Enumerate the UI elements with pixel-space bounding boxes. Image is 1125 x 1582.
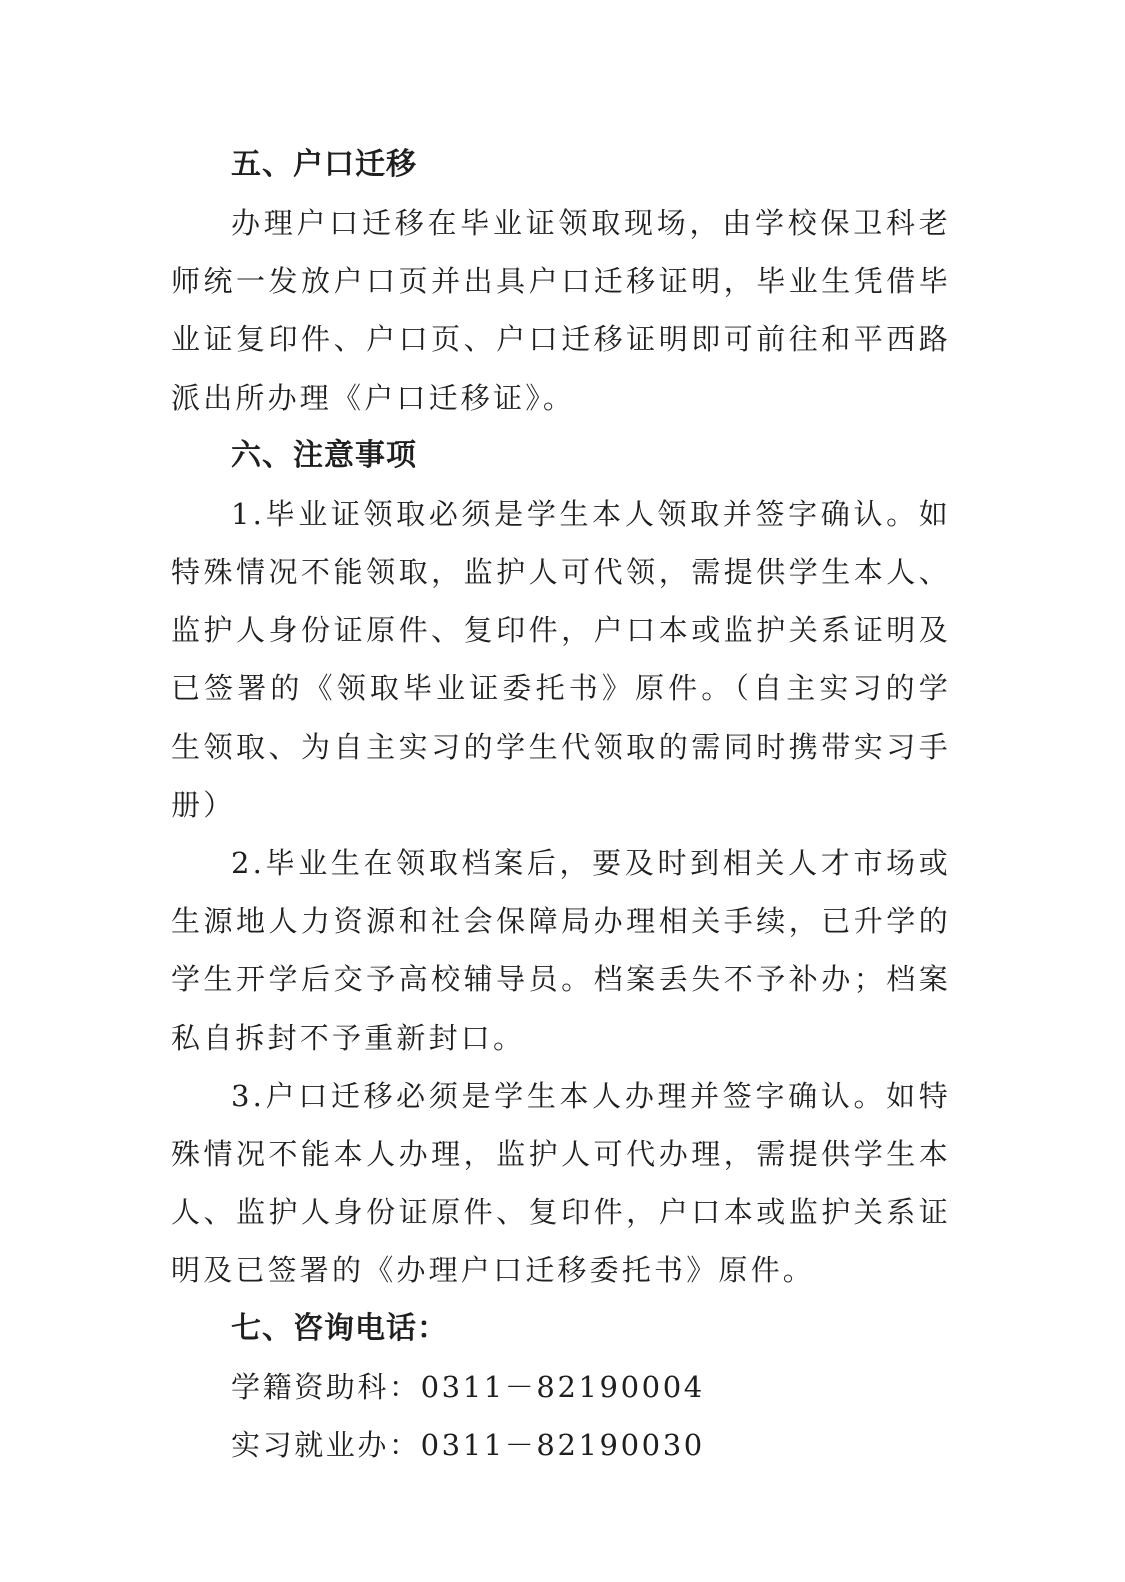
document-body [171, 136, 951, 1474]
notice-item-3: 3.户口迁移必须是学生本人办理并签字确认。如特殊情况不能本人办理，监护人可代办理，需提供学生本人、监护人身份证原件、复印件，户口本或监护关系证明及已签署的《办理户口迁移委托书》原件。 [171, 1078, 951, 1288]
section-5-paragraph: 办理户口迁移在毕业证领取现场，由学校保卫科老师统一发放户口页并出具户口迁移证明，毕业生凭借毕业证复印件、户口页、户口迁移证明即可前往和平西路派出所办理《户口迁移证》。 [171, 206, 951, 415]
notice-item-2: 2.毕业生在领取档案后，要及时到相关人才市场或生源地人力资源和社会保障局办理相关手续，已升学的学生开学后交予高校辅导员。档案丢失不予补办；档案私自拆封不予重新封口。 [171, 846, 951, 1055]
notice-item-1: 1.毕业证领取必须是学生本人领取并签字确认。如特殊情况不能领取，监护人可代领，需提供学生本人、监护人身份证原件、复印件，户口本或监护关系证明及已签署的《领取毕业证委托书》原件。（自主实习的学生领取、为自主实习的学生代领取的需同时携带实习手册） [171, 496, 951, 822]
section-5-heading: 五、户口迁移 [231, 147, 417, 182]
phone-student-records: 学籍资助科：0311－82190004 [231, 1369, 705, 1404]
section-6-heading: 六、注意事项 [231, 437, 417, 473]
phone-internship-employment: 实习就业办：0311－82190030 [231, 1427, 705, 1462]
section-7-heading: 七、咨询电话： [231, 1310, 448, 1346]
